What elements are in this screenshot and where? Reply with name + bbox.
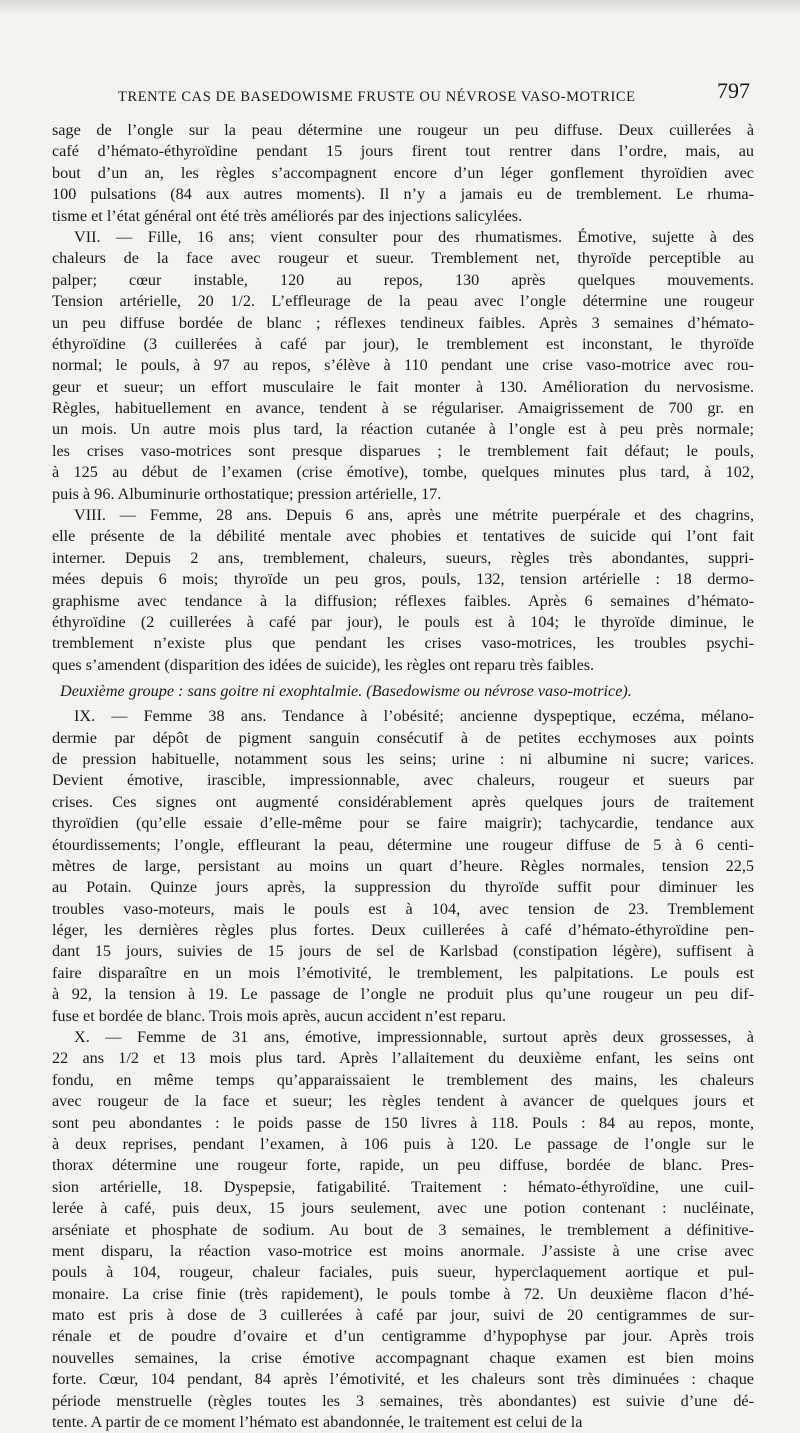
running-head: TRENTE CAS DE BASEDOWISME FRUSTE OU NÉVROSE VASO-MOTRICE — [118, 89, 636, 105]
text-line: monaire. La crise finie (très rapidement), le pouls tombe à 72. Un deuxième flacon d’hé- — [52, 1284, 754, 1303]
text-line: mato est pris à dose de 3 cuillerées à café par jour, suivi de 20 centigrammes de sur- — [52, 1306, 754, 1325]
text-line: de pression habituelle, notamment sous les seins; urine : ni albumine ni sucre; varices. — [52, 749, 754, 768]
text-line: troubles vaso-moteurs, mais le pouls est à 104, avec tension de 23. Tremblement — [52, 899, 754, 918]
text-line: bout d’un an, les règles s’accompagnent encore d’un léger gonflement thyroïdien avec — [52, 163, 754, 182]
text-line: fondu, en même temps qu’apparaissaient le tremblement des mains, les chaleurs — [52, 1070, 754, 1089]
text-line: nouvelles semaines, la crise émotive accompagnant chaque examen est bien moins — [52, 1348, 754, 1367]
text-line: crises. Ces signes ont augmenté considérablement après quelques jours de traitement — [52, 792, 754, 811]
page-number: 797 — [717, 78, 750, 103]
text-line: Tension artérielle, 20 1/2. L’effleurage de la peau avec l’ongle détermine une rougeur — [52, 292, 754, 311]
text-line: étourdissements; l’ongle, effleurant la peau, détermine une rougeur diffuse de 5 à 6 centi- — [52, 835, 754, 854]
text-line: un peu diffuse bordée de blanc ; réflexes tendineux faibles. Après 3 semaines d’hémato- — [52, 313, 754, 332]
text-line: à deux reprises, pendant l’examen, à 106 puis à 120. Le passage de l’ongle sur le — [52, 1134, 754, 1153]
text-line: sont peu abondantes : le poids passe de 150 livres à 118. Pouls : 84 au repos, monte, — [52, 1113, 754, 1132]
text-line: X. — Femme de 31 ans, émotive, impressionnable, surtout après deux grossesses, à — [74, 1028, 754, 1047]
text-line: ques s’amendent (disparition des idées de suicide), les règles ont reparu très faibles. — [52, 655, 595, 674]
text-line: thyroïdien (qu’elle essaie d’elle-même pour se faire maigrir); tachycardie, tendance aux — [52, 814, 754, 833]
text-line: mées depuis 6 mois; thyroïde un peu gros, pouls, 132, tension artérielle : 18 dermo- — [52, 570, 754, 589]
text-line: geur et sueur; un effort musculaire le fait monter à 130. Amélioration du nervosisme. — [52, 377, 754, 396]
text-line: pouls à 104, rougeur, chaleur faciales, puis sueur, hyperclaquement aortique et pul- — [52, 1263, 754, 1282]
paragraph — [52, 120, 754, 227]
second-group-paragraphs — [52, 706, 754, 1433]
text-line: au Potain. Quinze jours après, la suppression du thyroïde suffit pour diminuer les — [52, 878, 754, 897]
text-line: à 125 au début de l’examen (crise émotive), tombe, quelques minutes plus tard, à 102, — [52, 463, 754, 482]
text-line: VIII. — Femme, 28 ans. Depuis 6 ans, après une métrite puerpérale et des chagrins, — [74, 506, 754, 525]
text-line: sion artérielle, 18. Dyspepsie, fatigabilité. Traitement : hémato-éthyroïdine, une cuil- — [52, 1177, 754, 1196]
text-line: puis à 96. Albuminurie orthostatique; pression artérielle, 17. — [52, 484, 442, 503]
text-line: sage de l’ongle sur la peau détermine une rougeur un peu diffuse. Deux cuillerées à — [52, 121, 754, 139]
text-line: normal; le pouls, à 97 au repos, s’élève à 110 pendant une crise vaso-motrice avec rou- — [52, 356, 754, 375]
text-line: forte. Cœur, 104 pendant, 84 après l’émotivité, et les chaleurs sont très diminuées : chaque — [52, 1370, 754, 1389]
text-line: 22 ans 1/2 et 13 mois plus tard. Après l’allaitement du deuxième enfant, les seins ont — [52, 1049, 754, 1068]
text-line: tremblement n’existe plus que pendant les crises vaso-motrices, les troubles psychi- — [52, 634, 754, 653]
text-line: interner. Depuis 2 ans, tremblement, chaleurs, sueurs, règles très abondantes, suppri- — [52, 548, 754, 567]
scan-edge-shadow — [0, 0, 800, 14]
text-line: période menstruelle (règles toutes les 3 semaines, très abondantes) est suivie d’une dé- — [52, 1391, 754, 1410]
text-line: faire disparaître en un mois l’émotivité, le tremblement, les palpitations. Le pouls est — [52, 963, 754, 982]
text-line: les crises vaso-motrices sont presque disparues ; le tremblement fait défaut; le pouls, — [52, 441, 754, 460]
text-line: VII. — Fille, 16 ans; vient consulter pour des rhumatismes. Émotive, sujette à des — [74, 227, 754, 246]
text-line: 100 pulsations (84 aux autres moments). Il n’y a jamais eu de tremblement. Le rhuma- — [52, 185, 754, 204]
text-line: éthyroïdine (2 cuillerées à café par jour), le pouls est à 104; le thyroïde diminue, le — [52, 612, 754, 631]
paragraph — [52, 1027, 754, 1433]
text-line: mètres de large, persistant au moins un quart d’heure. Règles normales, tension 22,5 — [52, 856, 754, 875]
page-header — [56, 78, 756, 114]
section-heading: Deuxième groupe : sans goitre ni exophtalmie. (Basedowisme ou névrose vaso-motrice). — [60, 682, 632, 701]
text-line: tente. A partir de ce moment l’hémato est abandonnée, le traitement est celui de la — [52, 1413, 583, 1432]
text-line: thorax détermine une rougeur forte, rapide, un peu diffuse, bordée de blanc. Pres- — [52, 1156, 754, 1175]
text-line: Devient émotive, irascible, impressionnable, avec chaleurs, rougeur et sueurs par — [52, 771, 754, 790]
text-line: IX. — Femme 38 ans. Tendance à l’obésité; ancienne dyspeptique, eczéma, mélano- — [74, 707, 754, 726]
text-line: léger, les dernières règles plus fortes. Deux cuillerées à café d’hémato-éthyroïdine pen- — [52, 921, 754, 940]
text-line: arséniate et phosphate de sodium. Au bout de 3 semaines, le tremblement a définitive- — [52, 1220, 754, 1239]
text-line: Règles, habituellement en avance, tendent à se régulariser. Amaigrissement de 700 gr. en — [52, 399, 754, 418]
text-line: ment disparu, la réaction vaso-motrice est moins anormale. J’assiste à une crise avec — [52, 1241, 754, 1260]
text-line: rénale et de poudre d’ovaire et d’un centigramme d’hypophyse par jour. Après trois — [52, 1327, 754, 1346]
text-line: à 92, la tension à 19. Le passage de l’ongle ne produit plus qu’une rougeur un peu dif- — [52, 985, 754, 1004]
text-line: éthyroïdine (3 cuillerées à café par jour), le tremblement est inconstant, le thyroïde — [52, 334, 754, 353]
paragraph — [52, 706, 754, 1027]
text-line: elle présente de la débilité mentale avec phobies et tentatives de suicide qui l’ont fait — [52, 527, 754, 546]
text-line: avec rougeur de la face et sueur; les règles tendent à avancer de quelques jours et — [52, 1092, 754, 1111]
text-line: tisme et l’état général ont été très améliorés par des injections salicylées. — [52, 206, 523, 225]
paragraph — [52, 505, 754, 676]
text-line: dant 15 jours, suivies de 15 jours de sel de Karlsbad (constipation légère), suffisent à — [52, 942, 754, 961]
body-text — [52, 120, 754, 1433]
text-line: café d’hémato-éthyroïdine pendant 15 jours firent tout rentrer dans l’ordre, mais, au — [52, 142, 754, 161]
text-line: palper; cœur instable, 120 au repos, 130 après quelques mouvements. — [52, 270, 754, 289]
text-line: un mois. Un autre mois plus tard, la réaction cutanée à l’ongle est à peu près normale; — [52, 420, 754, 439]
text-line: dermie par dépôt de pigment sanguin consécutif à de petites ecchymoses aux points — [52, 728, 754, 747]
paragraph — [52, 227, 754, 505]
text-line: chaleurs de la face avec rougeur et sueur. Tremblement net, thyroïde perceptible au — [52, 249, 754, 268]
text-line: fuse et bordée de blanc. Trois mois après, aucun accident n’est reparu. — [52, 1006, 507, 1025]
text-line: lerée à café, puis deux, 15 jours seulement, avec une potion contenant : nucléinate, — [52, 1199, 754, 1218]
text-line: graphisme avec tendance à la diffusion; réflexes faibles. Après 6 semaines d’hémato- — [52, 591, 754, 610]
first-group-paragraphs — [52, 120, 754, 676]
